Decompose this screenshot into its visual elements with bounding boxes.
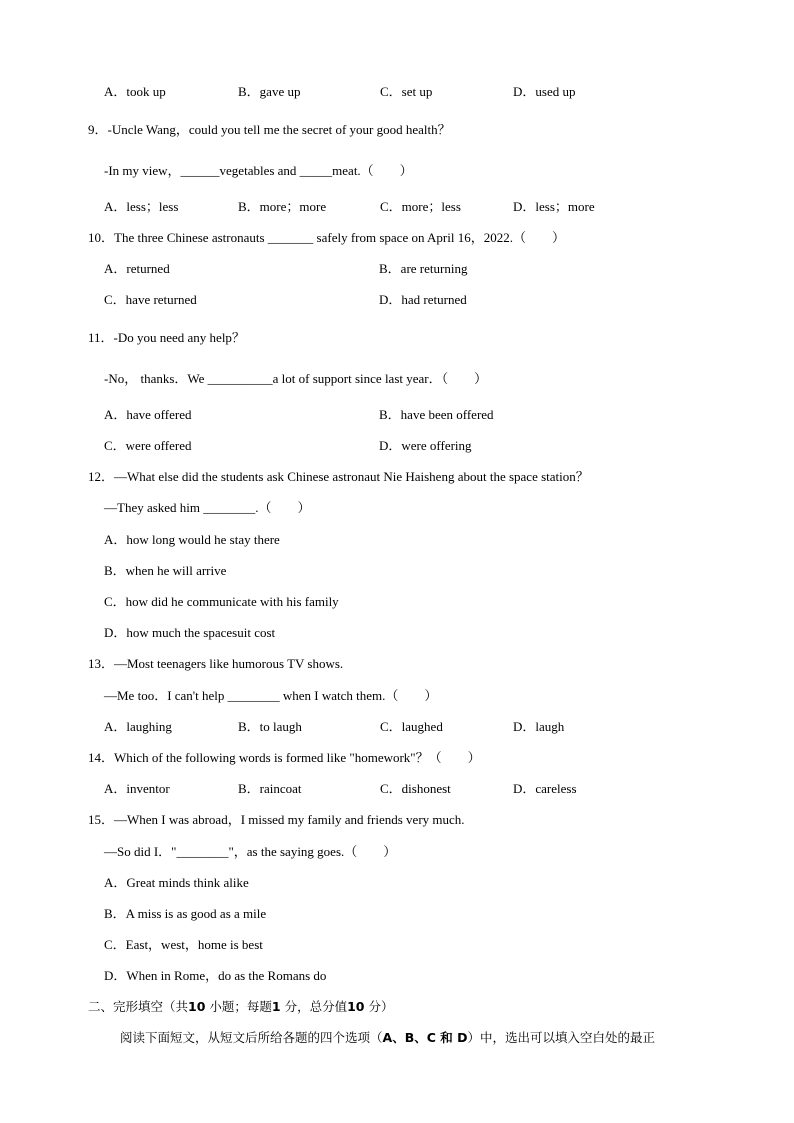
q11-dialogue: -No， thanks．We __________a lot of support since last year．（ ） (104, 371, 488, 386)
q14-option-c: C．dishonest (380, 781, 451, 796)
q9-option-c: C．more；less (380, 199, 461, 214)
q13-stem: 13．—Most teenagers like humorous TV shows. (88, 656, 344, 671)
section-2-title-prefix: 二、完形填空（共 (88, 999, 189, 1014)
q14-option-d: D．careless (513, 781, 577, 796)
section-2-instruction-options: A、B、C 和 D (382, 1030, 468, 1045)
q12-option-d: D．how much the spacesuit cost (104, 625, 276, 640)
q15-stem: 15．—When I was abroad，I missed my family and friends very much. (88, 812, 465, 827)
q8-option-c: C．set up (380, 84, 433, 99)
q12-option-a: A．how long would he stay there (104, 532, 280, 547)
q15-option-b: B．A miss is as good as a mile (104, 906, 267, 921)
q15-option-d: D．When in Rome，do as the Romans do (104, 968, 327, 983)
section-2-title (88, 998, 393, 1016)
q11-option-a: A．have offered (104, 407, 192, 422)
q14-option-a: A．inventor (104, 781, 170, 796)
section-2-title-mid1: 小题；每题 (205, 999, 272, 1014)
q8-option-d: D．used up (513, 84, 576, 99)
section-2-question-count: 10 (188, 999, 206, 1014)
q10-option-a: A．returned (104, 261, 170, 276)
q11-option-b: B．have been offered (379, 407, 494, 422)
q13-option-a: A．laughing (104, 719, 172, 734)
q13-option-c: C．laughed (380, 719, 443, 734)
q10-option-b: B．are returning (379, 261, 468, 276)
q12-stem: 12．—What else did the students ask Chinese astronaut Nie Haisheng about the space station？ (88, 469, 589, 484)
section-2-title-mid2: 分，总分值 (280, 999, 348, 1014)
q9-stem: 9．-Uncle Wang，could you tell me the secret of your good health？ (88, 122, 451, 137)
q10-option-c: C．have returned (104, 292, 197, 307)
q11-stem: 11．-Do you need any help？ (88, 330, 245, 345)
section-2-total-points: 10 (347, 999, 365, 1014)
q12-option-c: C．how did he communicate with his family (104, 594, 339, 609)
section-2-points-each: 1 (271, 999, 281, 1014)
q11-option-c: C．were offered (104, 438, 192, 453)
q15-option-c: C．East，west，home is best (104, 937, 263, 952)
q13-option-d: D．laugh (513, 719, 565, 734)
section-2-title-suffix: 分） (364, 999, 394, 1014)
q9-dialogue: -In my view，______vegetables and _____meat.（ ） (104, 163, 413, 178)
q13-dialogue: —Me too．I can't help ________ when I watch them.（ ） (104, 688, 438, 703)
q10-stem: 10．The three Chinese astronauts _______ safely from space on April 16，2022.（ ） (88, 230, 565, 245)
q9-option-d: D．less；more (513, 199, 595, 214)
q13-option-b: B．to laugh (238, 719, 302, 734)
q12-dialogue: —They asked him ________.（ ） (104, 500, 311, 515)
q9-option-a: A．less；less (104, 199, 179, 214)
section-2-instruction-c: ）中，选出可以填入空白处的最正 (467, 1030, 655, 1045)
q8-option-a: A．took up (104, 84, 166, 99)
q12-option-b: B．when he will arrive (104, 563, 227, 578)
section-2-instruction-a: 阅读下面短文，从短文后所给各题的四个选项（ (120, 1030, 383, 1045)
section-2-instruction (120, 1029, 655, 1047)
q15-option-a: A．Great minds think alike (104, 875, 249, 890)
q9-option-b: B．more；more (238, 199, 327, 214)
q8-option-b: B．gave up (238, 84, 301, 99)
q11-option-d: D．were offering (379, 438, 472, 453)
q14-stem: 14．Which of the following words is formed like "homework"？（ ） (88, 750, 481, 765)
q15-dialogue: —So did I．"________"，as the saying goes.（ ） (104, 844, 397, 859)
q10-option-d: D．had returned (379, 292, 467, 307)
q14-option-b: B．raincoat (238, 781, 302, 796)
